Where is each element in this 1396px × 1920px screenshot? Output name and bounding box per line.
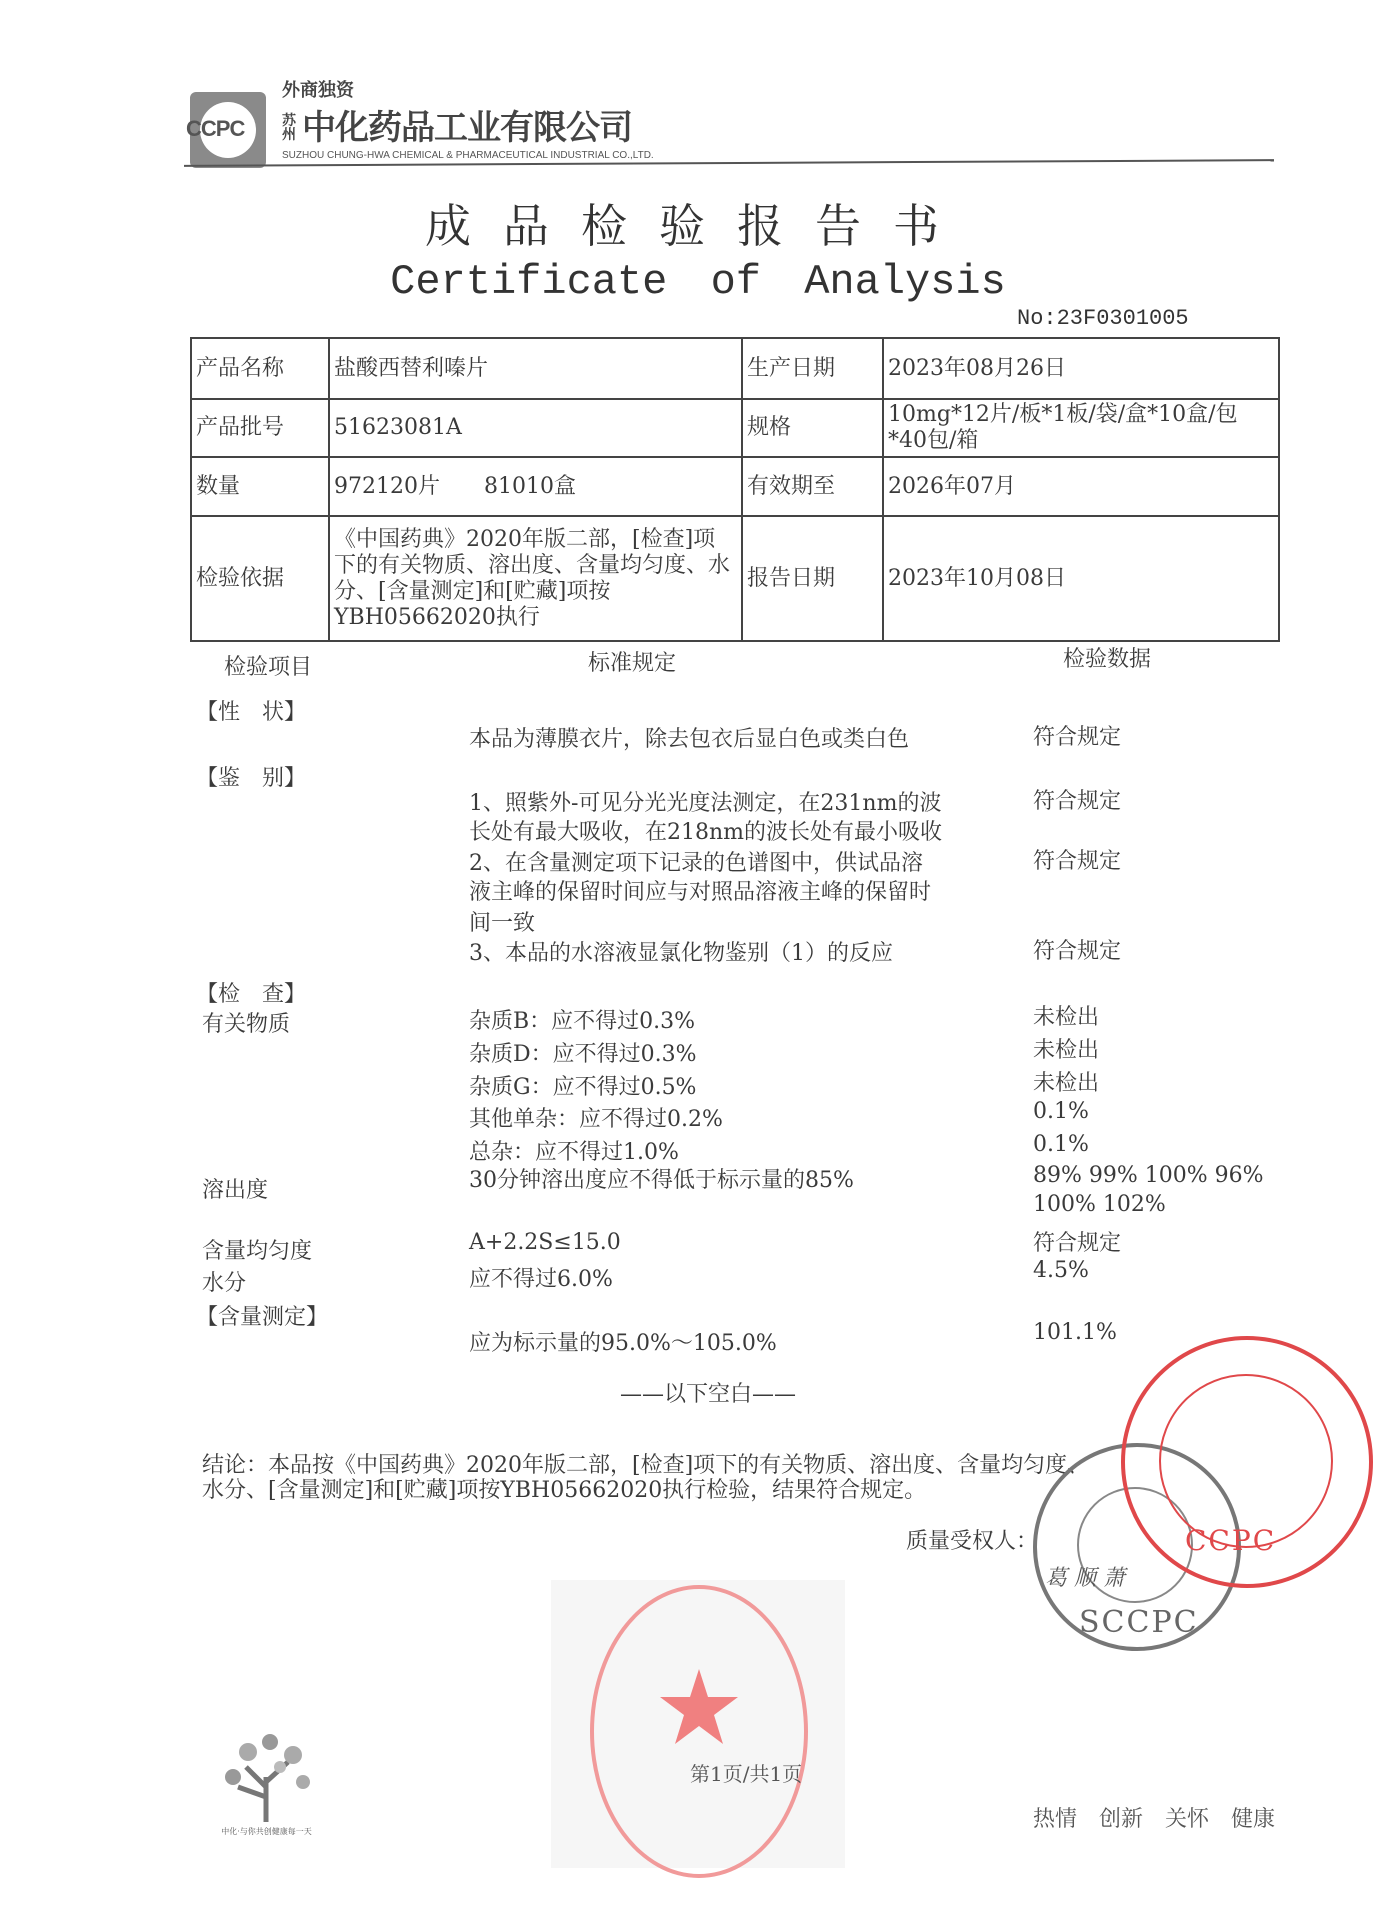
other-single-impurity-result: 0.1% xyxy=(1033,1099,1089,1124)
water-result: 4.5% xyxy=(1033,1258,1089,1283)
conclusion-line1: 结论：本品按《中国药典》2020年版二部，[检查]项下的有关物质、溶出度、含量均匀度、 xyxy=(202,1453,1090,1478)
dissolution-standard: 30分钟溶出度应不得低于标示量的85% xyxy=(469,1168,854,1193)
mfg-date: 2023年08月26日 xyxy=(883,338,1279,399)
quantity-pieces: 972120片 xyxy=(334,473,440,499)
impurity-b: 杂质B：应不得过0.3% xyxy=(469,1009,696,1034)
ident2-line3: 间一致 xyxy=(469,911,536,936)
impurity-d-result: 未检出 xyxy=(1033,1038,1100,1063)
ident3-result: 符合规定 xyxy=(1033,939,1122,964)
ident2-result: 符合规定 xyxy=(1033,849,1122,874)
label-product-name: 产品名称 xyxy=(191,338,329,399)
dissolution-result-2: 100% 102% xyxy=(1033,1192,1166,1217)
company-logo xyxy=(186,92,266,168)
dissolution-label: 溶出度 xyxy=(202,1178,269,1203)
assay-result: 101.1% xyxy=(1033,1320,1117,1345)
label-spec: 规格 xyxy=(742,399,883,457)
product-name: 盐酸西替利嗪片 xyxy=(329,338,742,399)
assay-standard: 应为标示量的95.0%～105.0% xyxy=(469,1331,777,1356)
dissolution-result-1: 89% 99% 100% 96% xyxy=(1033,1163,1264,1188)
title-en: Certificate of Analysis xyxy=(390,258,1006,306)
label-report-date: 报告日期 xyxy=(742,516,883,641)
company-city: 苏州 xyxy=(282,113,296,143)
logo-text: CCPC xyxy=(186,116,245,141)
total-impurity: 总杂：应不得过1.0% xyxy=(469,1140,679,1165)
ident1-result: 符合规定 xyxy=(1033,789,1122,814)
check-header: 【检 查】 xyxy=(196,982,307,1007)
report-date: 2023年10月08日 xyxy=(883,516,1279,641)
ident1-line1: 1、照紫外-可见分光光度法测定，在231nm的波 xyxy=(469,791,942,816)
related-substances-label: 有关物质 xyxy=(202,1012,291,1037)
label-batch: 产品批号 xyxy=(191,399,329,457)
star-icon xyxy=(659,1669,739,1745)
batch-number: 51623081A xyxy=(329,399,742,457)
uniformity-result: 符合规定 xyxy=(1033,1231,1122,1256)
impurity-b-result: 未检出 xyxy=(1033,1005,1100,1030)
appearance-header: 【性 状】 xyxy=(196,700,307,725)
impurity-g-result: 未检出 xyxy=(1033,1071,1100,1096)
label-quantity: 数量 xyxy=(191,457,329,516)
label-basis: 检验依据 xyxy=(191,516,329,641)
ident2-line1: 2、在含量测定项下记录的色谱图中，供试品溶 xyxy=(469,851,923,876)
appearance-standard: 本品为薄膜衣片，除去包衣后显白色或类白色 xyxy=(469,727,910,752)
ident1-line2: 长处有最大吸收，在218nm的波长处有最小吸收 xyxy=(469,820,943,845)
col-standard: 标准规定 xyxy=(588,651,677,676)
bottom-red-stamp xyxy=(590,1585,808,1878)
signer-label: 质量受权人： xyxy=(906,1529,1039,1554)
signature: 葛 顺 萧 xyxy=(1045,1566,1125,1591)
water-standard: 应不得过6.0% xyxy=(469,1267,613,1292)
water-label: 水分 xyxy=(202,1271,247,1296)
other-single-impurity: 其他单杂：应不得过0.2% xyxy=(469,1107,723,1132)
test-basis: 《中国药典》2020年版二部，[检查]项下的有关物质、溶出度、含量均匀度、水分、[含量测定]和[贮藏]项按YBH05662020执行 xyxy=(329,516,742,641)
ident3: 3、本品的水溶液显氯化物鉴别（1）的反应 xyxy=(469,941,893,966)
total-impurity-result: 0.1% xyxy=(1033,1132,1089,1157)
assay-header: 【含量测定】 xyxy=(196,1305,329,1330)
tree-logo xyxy=(208,1727,325,1840)
quantity xyxy=(329,457,742,516)
title-cn: 成品检验报告书 xyxy=(425,199,971,253)
col-result: 检验数据 xyxy=(1063,647,1152,672)
label-expiry: 有效期至 xyxy=(742,457,883,516)
gray-quality-stamp: SCCPC xyxy=(1033,1443,1241,1651)
company-tag: 外商独资 xyxy=(282,80,354,101)
impurity-g: 杂质G：应不得过0.5% xyxy=(469,1075,697,1100)
conclusion-line2: 水分、[含量测定]和[贮藏]项按YBH05662020执行检验，结果符合规定。 xyxy=(202,1478,927,1503)
impurity-d: 杂质D：应不得过0.3% xyxy=(469,1042,697,1067)
certificate-number: No:23F0301005 xyxy=(1017,306,1189,331)
blank-below-note: ——以下空白—— xyxy=(620,1382,797,1407)
identification-header: 【鉴 别】 xyxy=(196,766,307,791)
uniformity-label: 含量均匀度 xyxy=(202,1239,313,1264)
product-info-table xyxy=(190,337,1280,642)
appearance-result: 符合规定 xyxy=(1033,725,1122,750)
quantity-boxes: 81010盒 xyxy=(483,473,576,499)
tree-caption: 中化·与你共创健康每一天 xyxy=(221,1827,312,1836)
company-name-en: SUZHOU CHUNG-HWA CHEMICAL & PHARMACEUTICAL INDUSTRIAL CO.,LTD. xyxy=(282,150,654,161)
red-company-stamp: CCPC xyxy=(1121,1336,1373,1588)
uniformity-standard: A+2.2S≤15.0 xyxy=(469,1230,621,1255)
slogan: 热情 创新 关怀 健康 xyxy=(1033,1807,1276,1832)
col-item: 检验项目 xyxy=(224,655,313,680)
company-name: 中化药品工业有限公司 xyxy=(302,108,632,148)
spec: 10mg*12片/板*1板/袋/盒*10盒/包*40包/箱 xyxy=(883,399,1279,457)
expiry-date: 2026年07月 xyxy=(883,457,1279,516)
label-mfg-date: 生产日期 xyxy=(742,338,883,399)
ident2-line2: 液主峰的保留时间应与对照品溶液主峰的保留时 xyxy=(469,880,932,905)
page-number: 第1页/共1页 xyxy=(690,1762,803,1786)
